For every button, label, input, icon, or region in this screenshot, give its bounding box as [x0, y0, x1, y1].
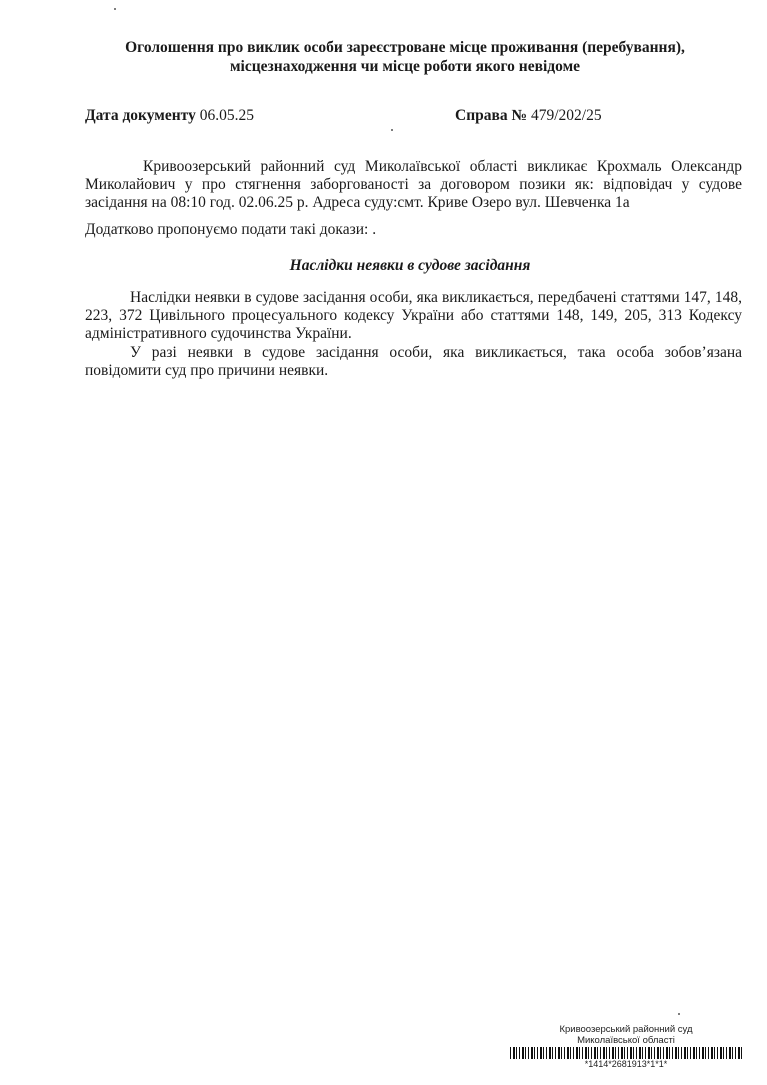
barcode-text: *1414*2681913*1*1* — [584, 1059, 668, 1069]
case-label: Справа № — [455, 107, 528, 124]
court-stamp — [508, 1024, 744, 1046]
barcode — [510, 1047, 742, 1059]
section-title: Наслідки неявки в судове засідання — [289, 257, 531, 274]
case-number — [455, 107, 602, 125]
case-value: 479/202/25 — [530, 107, 602, 124]
evidence-paragraph: Додатково пропонуємо подати такі докази: . — [85, 221, 377, 238]
notification-paragraph: У разі неявки в судове засідання особи, яка викликається, така особа зобов’язана повідомити суд про причини неявки. — [85, 344, 742, 379]
summons-paragraph: Кривоозерський районний суд Миколаївської області викликає Крохмаль Олександр Миколайович у про стягнення заборгованості за договором позики як: відповідач у судове засідання на 08:10 год. 02.06.25 р. Адреса суду:смт. Криве Озеро вул. Шевченка 1а — [85, 158, 742, 211]
title-line-2: місцезнаходження чи місце роботи якого невідоме — [229, 58, 581, 75]
title-line-1: Оголошення про виклик особи зареєстроване місце проживання (перебування), — [125, 39, 685, 56]
document-date — [85, 107, 254, 125]
document-title — [60, 38, 750, 76]
stamp-line-2: Миколаївської області — [577, 1035, 675, 1046]
date-value: 06.05.25 — [199, 107, 254, 124]
scan-speck — [678, 1013, 680, 1015]
stamp-line-1: Кривоозерський районний суд — [559, 1024, 693, 1035]
scan-speck — [114, 8, 116, 10]
consequences-paragraph: Наслідки неявки в судове засідання особи, яка викликається, передбачені статтями 147, 148, 223, 372 Цивільного процесуального кодексу України або статтями 148, 149, 205, 313 Кодексу адміністративного судочинства України. — [85, 289, 742, 342]
scan-speck — [391, 129, 393, 131]
date-label: Дата документу — [85, 107, 196, 124]
